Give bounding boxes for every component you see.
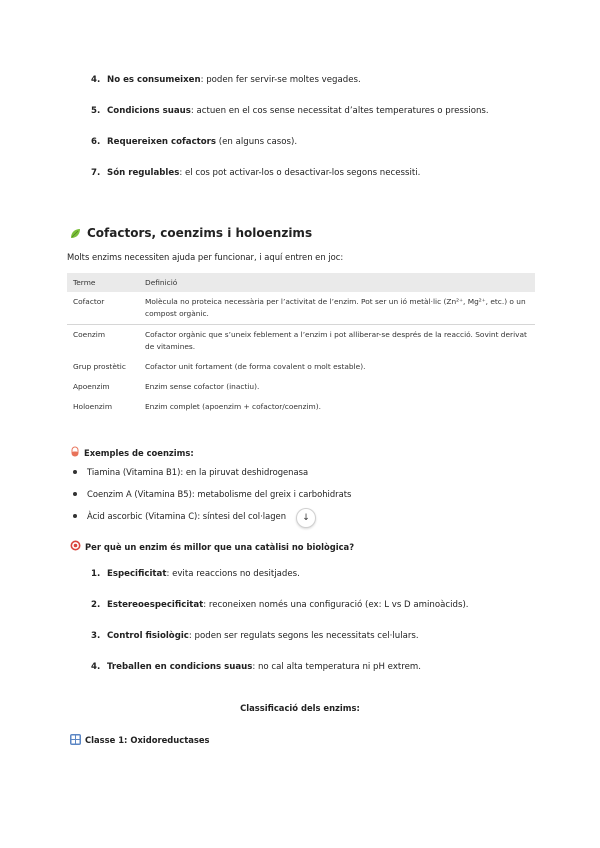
examples-heading: Exemples de coenzims:	[70, 446, 194, 459]
column-header-definition: Definició	[139, 273, 535, 292]
column-header-term: Terme	[67, 273, 139, 292]
table-cell-term: Holoenzim	[73, 402, 113, 411]
list-item: 4. No es consumeixen: poden fer servir-se moltes vegades.	[91, 75, 361, 85]
section-title: Cofactors, coenzims i holoenzims	[70, 226, 312, 240]
section-intro: Molts enzims necessiten ajuda per funcionar, i aquí entren en joc:	[67, 252, 344, 262]
leaf-icon	[70, 228, 81, 239]
class-1-heading: Classe 1: Oxidoreductases	[70, 734, 210, 745]
list-item: 4. Treballen en condicions suaus: no cal alta temperatura ni pH extrem.	[91, 662, 422, 672]
cofactor-table	[67, 273, 535, 417]
numbers-icon	[70, 734, 81, 745]
bullet-icon	[73, 492, 77, 496]
table-cell-term: Coenzim	[73, 330, 106, 339]
table-row	[67, 377, 535, 397]
table-cell-term: Cofactor	[67, 292, 139, 325]
list-item: Àcid ascorbic (Vitamina C): síntesi del col·lagen	[73, 511, 286, 521]
arrow-down-icon: ↓	[302, 513, 310, 523]
table-row	[67, 397, 535, 417]
table-cell-definition: Molècula no proteica necessària per l’activitat de l’enzim. Pot ser un ió metàl·lic (Zn²⁺, Mg²⁺, etc.) o un compost orgànic.	[139, 292, 535, 325]
classification-heading: Classificació dels enzims:	[240, 703, 360, 713]
table-cell-definition: Cofactor unit fortament (de forma covalent o molt estable).	[145, 362, 366, 371]
list-item: 7. Són regulables: el cos pot activar-los o desactivar-los segons necessiti.	[91, 168, 421, 178]
bullet-icon	[73, 514, 77, 518]
list-item: Tiamina (Vitamina B1): en la piruvat deshidrogenasa	[73, 467, 308, 477]
table-row	[67, 357, 535, 377]
table-cell-definition: Enzim complet (apoenzim + cofactor/coenzim).	[145, 402, 321, 411]
table-cell-definition: Enzim sense cofactor (inactiu).	[145, 382, 260, 391]
list-item: 2. Estereoespecificitat: reconeixen només una configuració (ex: L vs D aminoàcids).	[91, 600, 469, 610]
table-cell-term: Apoenzim	[73, 382, 110, 391]
list-item: 5. Condicions suaus: actuen en el cos sense necessitat d’altes temperatures o pressions.	[91, 106, 489, 116]
table-cell-definition: Cofactor orgànic que s’uneix feblement a l’enzim i pot alliberar-se després de la reacció. Sovint derivat de vitamines.	[145, 330, 527, 351]
pill-icon	[70, 446, 80, 459]
list-item: 6. Requereixen cofactors (en alguns casos).	[91, 137, 298, 147]
list-item: 1. Especificitat: evita reaccions no desitjades.	[91, 569, 300, 579]
list-item: Coenzim A (Vitamina B5): metabolisme del greix i carbohidrats	[73, 489, 351, 499]
why-heading: Per què un enzim és millor que una catàlisi no biològica?	[70, 540, 354, 553]
bullet-icon	[73, 470, 77, 474]
table-row	[67, 292, 535, 325]
target-icon	[70, 540, 81, 553]
scroll-down-button[interactable]	[296, 508, 316, 528]
table-header-row	[67, 273, 535, 292]
table-cell-term: Grup prostètic	[73, 362, 126, 371]
table-row	[67, 325, 535, 358]
list-item: 3. Control fisiològic: poden ser regulats segons les necessitats cel·lulars.	[91, 631, 419, 641]
